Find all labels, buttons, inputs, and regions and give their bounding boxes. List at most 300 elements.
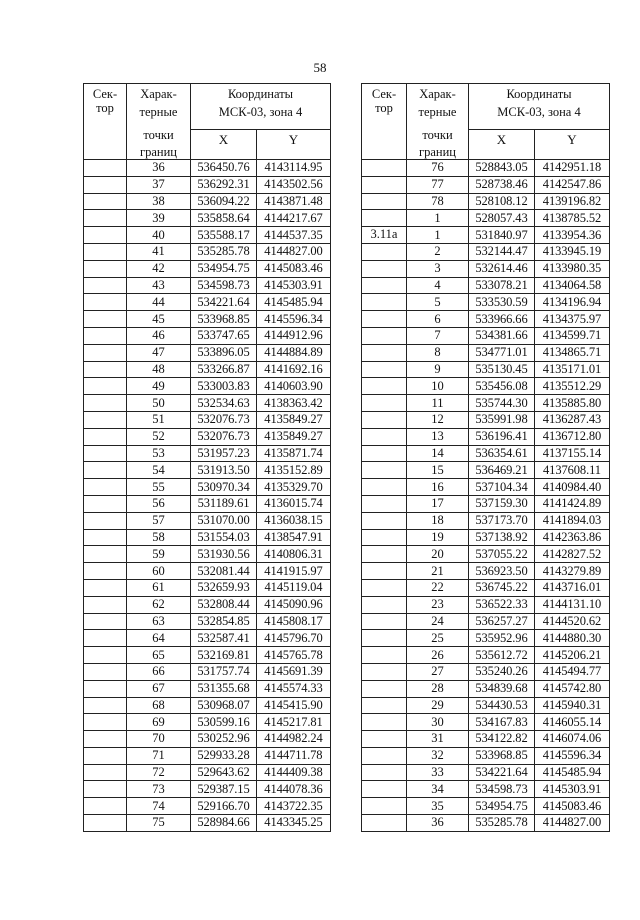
table-row: [362, 462, 610, 479]
table-row: [84, 327, 331, 344]
header-y: Y: [257, 130, 331, 160]
x-cell: 535285.78: [469, 815, 535, 832]
point-cell: 25: [407, 630, 469, 647]
point-cell: 58: [127, 529, 191, 546]
x-cell: 529933.28: [191, 747, 257, 764]
y-cell: 4144912.96: [257, 327, 331, 344]
y-cell: 4144711.78: [257, 747, 331, 764]
x-cell: 534430.53: [469, 697, 535, 714]
point-cell: 47: [127, 344, 191, 361]
point-cell: 39: [127, 210, 191, 227]
table-row: [362, 344, 610, 361]
point-cell: 66: [127, 663, 191, 680]
sector-cell: [362, 663, 407, 680]
sector-cell: [84, 243, 127, 260]
table-row: [84, 294, 331, 311]
table-row: [362, 428, 610, 445]
y-cell: 4145596.34: [257, 311, 331, 328]
sector-cell: [84, 227, 127, 244]
sector-cell: [84, 395, 127, 412]
x-cell: 528057.43: [469, 210, 535, 227]
y-cell: 4141894.03: [535, 512, 610, 529]
point-cell: 26: [407, 647, 469, 664]
y-cell: 4145485.94: [257, 294, 331, 311]
sector-cell: [362, 445, 407, 462]
point-cell: 23: [407, 596, 469, 613]
header-coordinates: Координаты МСК-03, зона 4: [469, 84, 610, 130]
sector-cell: [362, 428, 407, 445]
x-cell: 534221.64: [469, 764, 535, 781]
point-cell: 49: [127, 378, 191, 395]
table-row: [362, 395, 610, 412]
y-cell: 4133945.19: [535, 243, 610, 260]
y-cell: 4140984.40: [535, 479, 610, 496]
table-row: [362, 210, 610, 227]
table-row: [84, 647, 331, 664]
x-cell: 533968.85: [469, 747, 535, 764]
point-cell: 64: [127, 630, 191, 647]
point-cell: 71: [127, 747, 191, 764]
y-cell: 4141424.89: [535, 495, 610, 512]
sector-cell: [362, 546, 407, 563]
point-cell: 5: [407, 294, 469, 311]
sector-cell: [84, 193, 127, 210]
x-cell: 531070.00: [191, 512, 257, 529]
table-row: [84, 227, 331, 244]
point-cell: 31: [407, 731, 469, 748]
sector-cell: [362, 277, 407, 294]
header-y: Y: [535, 130, 610, 160]
x-cell: 537173.70: [469, 512, 535, 529]
sector-cell: [84, 311, 127, 328]
y-cell: 4144880.30: [535, 630, 610, 647]
y-cell: 4145206.21: [535, 647, 610, 664]
sector-cell: [362, 193, 407, 210]
y-cell: 4134865.71: [535, 344, 610, 361]
x-cell: 532144.47: [469, 243, 535, 260]
sector-cell: [362, 160, 407, 177]
y-cell: 4142951.18: [535, 160, 610, 177]
point-cell: 45: [127, 311, 191, 328]
point-cell: 29: [407, 697, 469, 714]
point-cell: 19: [407, 529, 469, 546]
table-row: [84, 613, 331, 630]
x-cell: 536292.31: [191, 176, 257, 193]
x-cell: 532614.46: [469, 260, 535, 277]
table-row: [362, 361, 610, 378]
point-cell: 36: [407, 815, 469, 832]
sector-cell: [84, 663, 127, 680]
sector-cell: [362, 260, 407, 277]
table-row: [362, 160, 610, 177]
x-cell: 536354.61: [469, 445, 535, 462]
point-cell: 18: [407, 512, 469, 529]
table-row: [84, 395, 331, 412]
x-cell: 533896.05: [191, 344, 257, 361]
point-cell: 61: [127, 579, 191, 596]
y-cell: 4137155.14: [535, 445, 610, 462]
sector-cell: [84, 479, 127, 496]
x-cell: 535952.96: [469, 630, 535, 647]
table-row: [362, 479, 610, 496]
y-cell: 4144537.35: [257, 227, 331, 244]
table-row: [84, 495, 331, 512]
x-cell: 536522.33: [469, 596, 535, 613]
point-cell: 48: [127, 361, 191, 378]
x-cell: 537104.34: [469, 479, 535, 496]
sector-cell: [84, 260, 127, 277]
y-cell: 4145808.17: [257, 613, 331, 630]
sector-cell: [84, 445, 127, 462]
y-cell: 4136038.15: [257, 512, 331, 529]
y-cell: 4135512.29: [535, 378, 610, 395]
table-row: [362, 294, 610, 311]
x-cell: 534954.75: [191, 260, 257, 277]
y-cell: 4144520.62: [535, 613, 610, 630]
table-row: [84, 277, 331, 294]
sector-cell: [362, 647, 407, 664]
table-row: [84, 630, 331, 647]
sector-cell: [84, 697, 127, 714]
sector-cell: [362, 764, 407, 781]
point-cell: 63: [127, 613, 191, 630]
point-cell: 37: [127, 176, 191, 193]
y-cell: 4145742.80: [535, 680, 610, 697]
sector-cell: [84, 579, 127, 596]
point-cell: 2: [407, 243, 469, 260]
x-cell: 532081.44: [191, 563, 257, 580]
x-cell: 536094.22: [191, 193, 257, 210]
x-cell: 529643.62: [191, 764, 257, 781]
table-row: [362, 277, 610, 294]
point-cell: 28: [407, 680, 469, 697]
point-cell: 51: [127, 411, 191, 428]
table-row: [84, 579, 331, 596]
y-cell: 4146074.06: [535, 731, 610, 748]
table-row: [84, 731, 331, 748]
sector-cell: [84, 563, 127, 580]
y-cell: 4134375.97: [535, 311, 610, 328]
x-cell: 532659.93: [191, 579, 257, 596]
table-row: [362, 596, 610, 613]
header-characteristic-points: Харак- терные точки границ: [407, 84, 469, 160]
y-cell: 4135871.74: [257, 445, 331, 462]
x-cell: 529387.15: [191, 781, 257, 798]
table-row: [84, 378, 331, 395]
x-cell: 536923.50: [469, 563, 535, 580]
table-row: [84, 563, 331, 580]
point-cell: 22: [407, 579, 469, 596]
y-cell: 4144827.00: [257, 243, 331, 260]
y-cell: 4133980.35: [535, 260, 610, 277]
y-cell: 4143716.01: [535, 579, 610, 596]
header-x: X: [469, 130, 535, 160]
x-cell: 533266.87: [191, 361, 257, 378]
point-cell: 12: [407, 411, 469, 428]
table-row: [84, 361, 331, 378]
table-row: [84, 546, 331, 563]
header-x: X: [191, 130, 257, 160]
point-cell: 59: [127, 546, 191, 563]
y-cell: 4134064.58: [535, 277, 610, 294]
y-cell: 4135171.01: [535, 361, 610, 378]
table-row: [362, 243, 610, 260]
y-cell: 4139196.82: [535, 193, 610, 210]
y-cell: 4134599.71: [535, 327, 610, 344]
x-cell: 535991.98: [469, 411, 535, 428]
table-row: [362, 327, 610, 344]
sector-cell: [362, 680, 407, 697]
x-cell: 533966.66: [469, 311, 535, 328]
y-cell: 4144217.67: [257, 210, 331, 227]
coordinates-table-right: [361, 83, 610, 832]
y-cell: 4145083.46: [257, 260, 331, 277]
sector-cell: [84, 160, 127, 177]
table-row: [362, 445, 610, 462]
table-row: [362, 680, 610, 697]
point-cell: 15: [407, 462, 469, 479]
table-row: [362, 613, 610, 630]
sector-cell: [84, 462, 127, 479]
table-row: [84, 210, 331, 227]
point-cell: 8: [407, 344, 469, 361]
sector-cell: [84, 596, 127, 613]
point-cell: 35: [407, 798, 469, 815]
x-cell: 532534.63: [191, 395, 257, 412]
y-cell: 4135885.80: [535, 395, 610, 412]
x-cell: 535285.78: [191, 243, 257, 260]
sector-cell: [84, 714, 127, 731]
table-row: [362, 227, 610, 244]
table-row: [362, 311, 610, 328]
point-cell: 72: [127, 764, 191, 781]
sector-cell: [84, 546, 127, 563]
sector-cell: [362, 294, 407, 311]
table-row: [84, 680, 331, 697]
table-row: [84, 176, 331, 193]
x-cell: 535744.30: [469, 395, 535, 412]
x-cell: 531189.61: [191, 495, 257, 512]
point-cell: 76: [407, 160, 469, 177]
sector-cell: [362, 243, 407, 260]
x-cell: 536745.22: [469, 579, 535, 596]
x-cell: 533747.65: [191, 327, 257, 344]
coordinates-table-left: [83, 83, 331, 832]
sector-cell: [84, 747, 127, 764]
point-cell: 11: [407, 395, 469, 412]
x-cell: 536196.41: [469, 428, 535, 445]
table-row: [84, 260, 331, 277]
y-cell: 4143345.25: [257, 815, 331, 832]
sector-cell: [362, 579, 407, 596]
x-cell: 535240.26: [469, 663, 535, 680]
point-cell: 57: [127, 512, 191, 529]
point-cell: 13: [407, 428, 469, 445]
sector-cell: [362, 479, 407, 496]
sector-cell: [362, 798, 407, 815]
sector-cell: [84, 294, 127, 311]
table-row: [362, 747, 610, 764]
sector-cell: [362, 697, 407, 714]
y-cell: 4142827.52: [535, 546, 610, 563]
point-cell: 9: [407, 361, 469, 378]
x-cell: 534954.75: [469, 798, 535, 815]
table-row: [84, 428, 331, 445]
point-cell: 75: [127, 815, 191, 832]
table-row: [84, 160, 331, 177]
point-cell: 7: [407, 327, 469, 344]
point-cell: 34: [407, 781, 469, 798]
y-cell: 4144827.00: [535, 815, 610, 832]
x-cell: 531757.74: [191, 663, 257, 680]
y-cell: 4145217.81: [257, 714, 331, 731]
x-cell: 532854.85: [191, 613, 257, 630]
table-row: [362, 260, 610, 277]
table-row: [84, 193, 331, 210]
point-cell: 46: [127, 327, 191, 344]
table-row: [84, 798, 331, 815]
sector-cell: [362, 563, 407, 580]
sector-cell: [84, 344, 127, 361]
sector-cell: [362, 378, 407, 395]
x-cell: 531840.97: [469, 227, 535, 244]
y-cell: 4133954.36: [535, 227, 610, 244]
table-row: [362, 529, 610, 546]
y-cell: 4145083.46: [535, 798, 610, 815]
table-row: [84, 663, 331, 680]
x-cell: 537138.92: [469, 529, 535, 546]
sector-cell: [84, 327, 127, 344]
point-cell: 14: [407, 445, 469, 462]
table-row: [362, 714, 610, 731]
sector-cell: [84, 764, 127, 781]
point-cell: 16: [407, 479, 469, 496]
point-cell: 43: [127, 277, 191, 294]
x-cell: 534771.01: [469, 344, 535, 361]
y-cell: 4143114.95: [257, 160, 331, 177]
sector-cell: [84, 428, 127, 445]
point-cell: 65: [127, 647, 191, 664]
sector-cell: [362, 731, 407, 748]
y-cell: 4140806.31: [257, 546, 331, 563]
sector-cell: [362, 613, 407, 630]
sector-cell: [84, 731, 127, 748]
x-cell: 532808.44: [191, 596, 257, 613]
y-cell: 4144131.10: [535, 596, 610, 613]
sector-cell: 3.11а: [362, 227, 407, 244]
sector-cell: [362, 529, 407, 546]
y-cell: 4145494.77: [535, 663, 610, 680]
sector-cell: [84, 176, 127, 193]
sector-cell: [84, 411, 127, 428]
y-cell: 4138785.52: [535, 210, 610, 227]
sector-cell: [84, 781, 127, 798]
x-cell: 536257.27: [469, 613, 535, 630]
y-cell: 4142363.86: [535, 529, 610, 546]
point-cell: 78: [407, 193, 469, 210]
x-cell: 534221.64: [191, 294, 257, 311]
table-row: [84, 311, 331, 328]
x-cell: 531913.50: [191, 462, 257, 479]
x-cell: 528843.05: [469, 160, 535, 177]
sector-cell: [84, 378, 127, 395]
table-row: [362, 546, 610, 563]
table-row: [84, 815, 331, 832]
point-cell: 54: [127, 462, 191, 479]
header-sector: Сек- тор: [362, 84, 407, 160]
point-cell: 74: [127, 798, 191, 815]
table-row: [84, 462, 331, 479]
point-cell: 32: [407, 747, 469, 764]
point-cell: 73: [127, 781, 191, 798]
point-cell: 21: [407, 563, 469, 580]
x-cell: 535456.08: [469, 378, 535, 395]
table-row: [84, 747, 331, 764]
table-row: [362, 378, 610, 395]
y-cell: 4145090.96: [257, 596, 331, 613]
x-cell: 536469.21: [469, 462, 535, 479]
table-row: [84, 512, 331, 529]
y-cell: 4145574.33: [257, 680, 331, 697]
sector-cell: [84, 495, 127, 512]
x-cell: 534598.73: [191, 277, 257, 294]
table-row: [84, 445, 331, 462]
y-cell: 4142547.86: [535, 176, 610, 193]
x-cell: 534122.82: [469, 731, 535, 748]
x-cell: 534381.66: [469, 327, 535, 344]
y-cell: 4146055.14: [535, 714, 610, 731]
y-cell: 4144982.24: [257, 731, 331, 748]
sector-cell: [362, 462, 407, 479]
point-cell: 10: [407, 378, 469, 395]
y-cell: 4145119.04: [257, 579, 331, 596]
y-cell: 4135152.89: [257, 462, 331, 479]
x-cell: 530252.96: [191, 731, 257, 748]
table-row: [84, 243, 331, 260]
y-cell: 4143502.56: [257, 176, 331, 193]
point-cell: 38: [127, 193, 191, 210]
y-cell: 4136287.43: [535, 411, 610, 428]
sector-cell: [84, 277, 127, 294]
y-cell: 4140603.90: [257, 378, 331, 395]
x-cell: 535612.72: [469, 647, 535, 664]
y-cell: 4144409.38: [257, 764, 331, 781]
table-row: [362, 663, 610, 680]
table-row: [84, 344, 331, 361]
y-cell: 4135849.27: [257, 428, 331, 445]
x-cell: 530968.07: [191, 697, 257, 714]
y-cell: 4143722.35: [257, 798, 331, 815]
point-cell: 62: [127, 596, 191, 613]
sector-cell: [84, 680, 127, 697]
table-row: [84, 411, 331, 428]
y-cell: 4144078.36: [257, 781, 331, 798]
y-cell: 4138363.42: [257, 395, 331, 412]
y-cell: 4141692.16: [257, 361, 331, 378]
sector-cell: [362, 361, 407, 378]
table-row: [362, 495, 610, 512]
table-row: [362, 411, 610, 428]
header-coordinates: Координаты МСК-03, зона 4: [191, 84, 331, 130]
header-sector: Сек- тор: [84, 84, 127, 160]
y-cell: 4145796.70: [257, 630, 331, 647]
y-cell: 4143871.48: [257, 193, 331, 210]
x-cell: 532076.73: [191, 411, 257, 428]
x-cell: 535858.64: [191, 210, 257, 227]
y-cell: 4135329.70: [257, 479, 331, 496]
sector-cell: [84, 529, 127, 546]
sector-cell: [362, 596, 407, 613]
